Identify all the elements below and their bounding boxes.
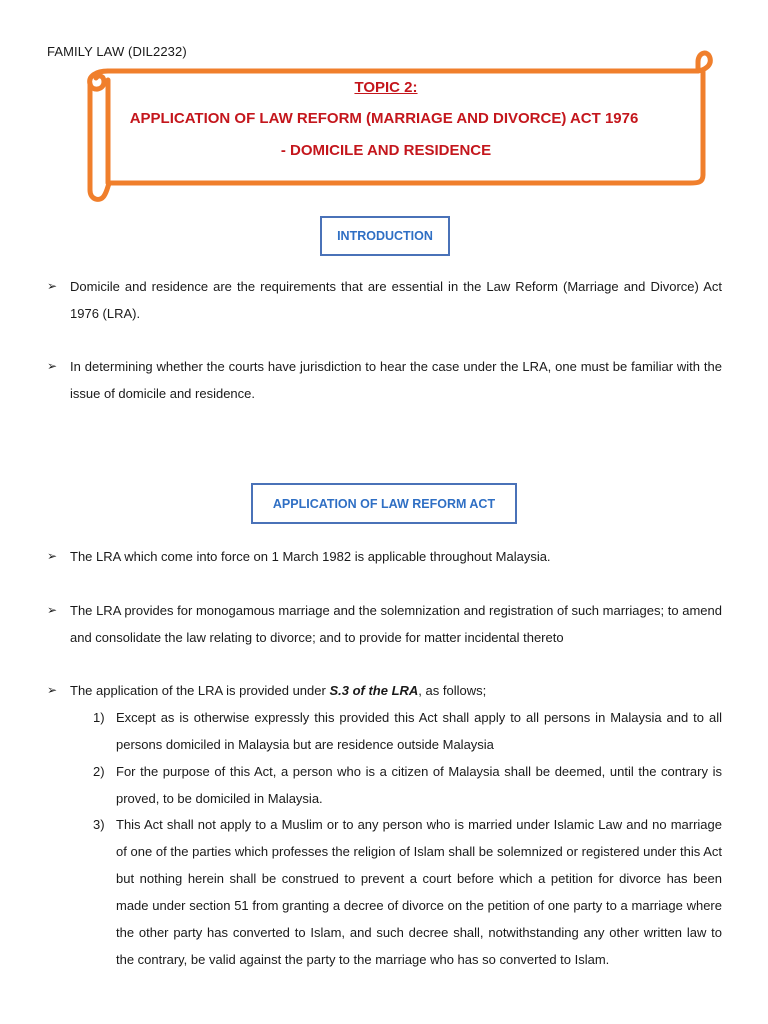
item-number: 2) (93, 764, 105, 779)
topic-subtitle: - DOMICILE AND RESIDENCE (280, 142, 492, 159)
numbered-item (93, 758, 722, 812)
list-item (47, 597, 722, 651)
bullet-text: The LRA which come into force on 1 March 1982 is applicable throughout Malaysia. (70, 549, 551, 564)
arrow-bullet-icon: ➢ (47, 359, 58, 373)
numbered-item (93, 704, 722, 758)
item-number: 1) (93, 710, 105, 725)
bullet-text: The LRA provides for monogamous marriage and the solemnization and registration of such marriages; to amend and consolidate the law relating to divorce; and to provide for matter incidental thereto (70, 603, 722, 645)
topic-title: APPLICATION OF LAW REFORM (MARRIAGE AND DIVORCE) ACT 1976 (129, 110, 639, 127)
bullet-text: The application of the LRA is provided under S.3 of the LRA, as follows; (70, 683, 487, 698)
bullet-text: In determining whether the courts have jurisdiction to hear the case under the LRA, one must be familiar with the issue of domicile and residence. (70, 359, 722, 401)
list-item (47, 543, 722, 570)
item-text: This Act shall not apply to a Muslim or to any person who is married under Islamic Law and no marriage of one of the parties which professes the religion of Islam shall be solemnized or registered under this Act but nothing herein shall be construed to prevent a court before which a petition for divorce has been made under section 51 from granting a decree of divorce on the petition of one party to a marriage where the other party has converted to Islam, and such decree shall, notwithstanding any other written law to the contrary, be valid against the party to the marriage who has so converted to Islam. (116, 817, 722, 967)
topic-number: TOPIC 2: (354, 79, 418, 96)
section-heading-introduction: INTRODUCTION (320, 216, 450, 256)
arrow-bullet-icon: ➢ (47, 683, 58, 697)
list-item (47, 273, 722, 327)
item-number: 3) (93, 817, 105, 832)
list-item (47, 353, 722, 407)
arrow-bullet-icon: ➢ (47, 603, 58, 617)
arrow-bullet-icon: ➢ (47, 279, 58, 293)
bullet-text: Domicile and residence are the requirements that are essential in the Law Reform (Marriage and Divorce) Act 1976 (LRA). (70, 279, 722, 321)
item-text: Except as is otherwise expressly this provided this Act shall apply to all persons in Malaysia and to all persons domiciled in Malaysia but are residence outside Malaysia (116, 710, 722, 752)
numbered-item (93, 811, 722, 973)
course-header: FAMILY LAW (DIL2232) (47, 44, 187, 59)
list-item (47, 677, 722, 704)
statute-reference: S.3 of the LRA (329, 683, 419, 698)
item-text: For the purpose of this Act, a person who is a citizen of Malaysia shall be deemed, until the contrary is proved, to be domiciled in Malaysia. (116, 764, 722, 806)
section-heading-application: APPLICATION OF LAW REFORM ACT (251, 483, 517, 524)
arrow-bullet-icon: ➢ (47, 549, 58, 563)
